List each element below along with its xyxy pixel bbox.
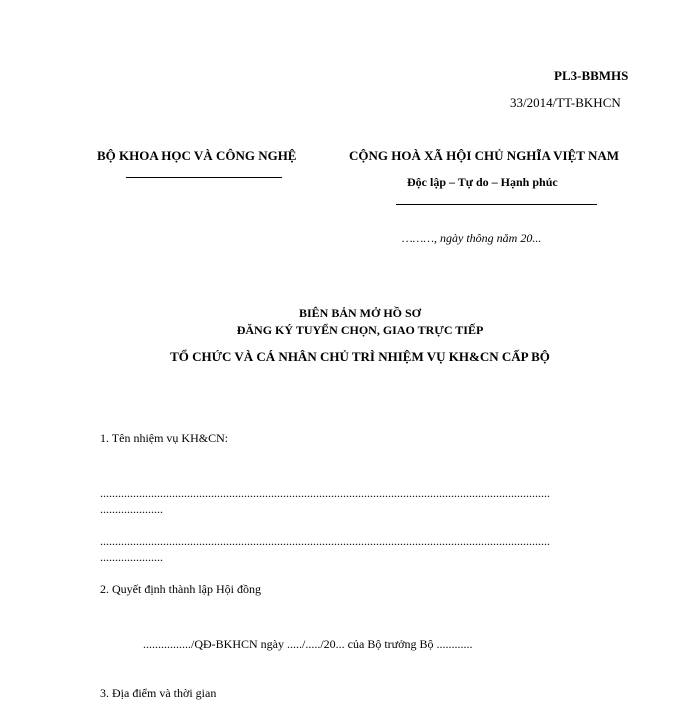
task-name-dots-2: ..................... bbox=[100, 502, 163, 516]
national-motto: Độc lập – Tự do – Hạnh phúc bbox=[407, 175, 558, 189]
section-2-label: 2. Quyết định thành lập Hội đồng bbox=[100, 582, 261, 596]
doc-title-line2: ĐĂNG KÝ TUYỂN CHỌN, GIAO TRỰC TIẾP bbox=[236, 323, 484, 337]
task-name-dots-4: ..................... bbox=[100, 550, 163, 564]
form-code: PL3-BBMHS bbox=[554, 68, 629, 83]
section-3-label: 3. Địa điểm và thời gian bbox=[100, 686, 217, 700]
agency-name: BỘ KHOA HỌC VÀ CÔNG NGHỆ bbox=[97, 148, 297, 163]
council-decision-detail: ................/QĐ-BKHCN ngày ...../...../20... của Bộ trưởng Bộ ............ bbox=[143, 637, 473, 651]
motto-underline bbox=[396, 204, 597, 205]
nation-name: CỘNG HOÀ XÃ HỘI CHỦ NGHĨA VIỆT NAM bbox=[349, 148, 620, 163]
doc-title-line3: TỔ CHỨC VÀ CÁ NHÂN CHỦ TRÌ NHIỆM VỤ KH&CN CẤP BỘ bbox=[170, 349, 550, 364]
task-name-dots-3: ...................................................................................................................................................... bbox=[100, 534, 550, 548]
doc-title-line1: BIÊN BẢN MỞ HỒ SƠ bbox=[298, 306, 421, 320]
section-1-label: 1. Tên nhiệm vụ KH&CN: bbox=[100, 431, 229, 445]
agency-underline bbox=[126, 177, 282, 178]
date-line: ………, ngày thông năm 20... bbox=[402, 231, 542, 245]
circular-number: 33/2014/TT-BKHCN bbox=[510, 95, 621, 110]
task-name-dots-1: ...................................................................................................................................................... bbox=[100, 486, 550, 500]
